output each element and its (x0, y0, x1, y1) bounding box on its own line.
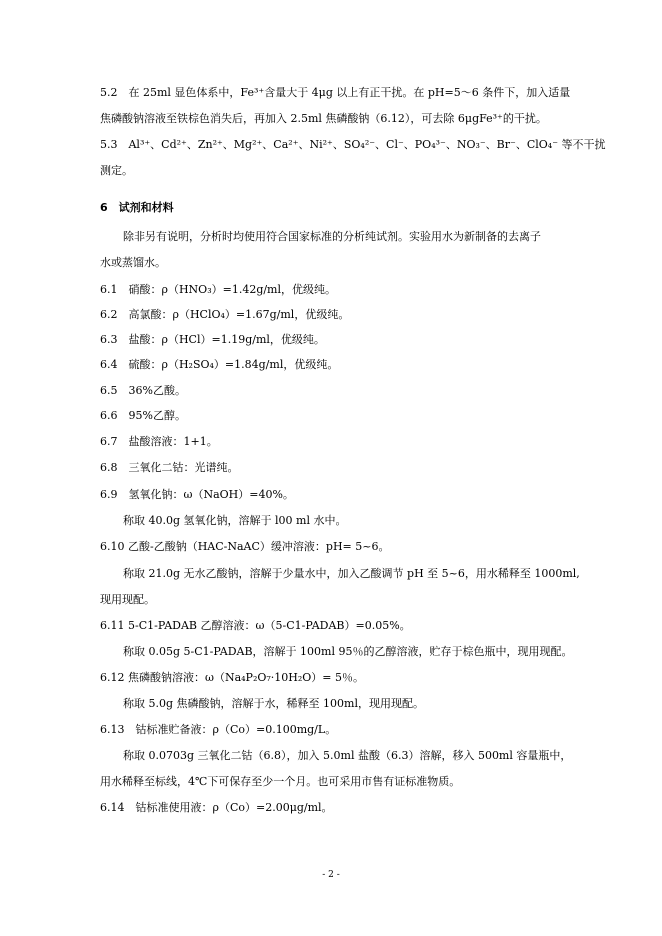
item-6-6: 6.6 95%乙醇。 (100, 409, 186, 422)
item-6-7: 6.7 盐酸溶液：1+1。 (100, 435, 218, 448)
text-line-5-3-a: 5.3 Al³⁺、Cd²⁺、Zn²⁺、Mg²⁺、Ca²⁺、Ni²⁺、SO₄²⁻、Cl⁻、PO₄³⁻、NO₃⁻、Br⁻、ClO₄⁻ 等不干扰 (100, 138, 606, 151)
section-heading-6: 6 试剂和材料 (100, 201, 174, 214)
item-6-4: 6.4 硫酸：ρ（H₂SO₄）=1.84g/ml，优级纯。 (100, 358, 339, 371)
item-6-10-detail-a: 称取 21.0g 无水乙酸钠，溶解于少量水中，加入乙酸调节 pH 至 5~6，用水稀释至 1000ml, (123, 567, 580, 580)
item-6-8: 6.8 三氧化二钴：光谱纯。 (100, 461, 239, 474)
item-6-11-detail: 称取 0.05g 5-C1-PADAB，溶解于 100ml 95％的乙醇溶液，贮存于棕色瓶中，现用现配。 (123, 645, 573, 658)
item-6-9-detail: 称取 40.0g 氢氧化钠，溶解于 l00 ml 水中。 (123, 514, 347, 527)
item-6-2: 6.2 高氯酸：ρ（HClO₄）=1.67g/ml，优级纯。 (100, 308, 350, 321)
item-6-10-detail-b: 现用现配。 (100, 593, 155, 606)
item-6-13: 6.13 钴标准贮备液：ρ（Co）=0.100mg/L。 (100, 723, 337, 736)
text-line-5-2-a: 5.2 在 25ml 显色体系中，Fe³⁺含量大于 4μg 以上有正干扰。在 pH=5～6 条件下，加入适量 (100, 86, 571, 99)
item-6-3: 6.3 盐酸：ρ（HCl）=1.19g/ml，优级纯。 (100, 333, 325, 346)
item-6-5: 6.5 36%乙酸。 (100, 384, 186, 397)
item-6-12-detail: 称取 5.0g 焦磷酸钠，溶解于水，稀释至 100ml，现用现配。 (123, 697, 424, 710)
item-6-11: 6.11 5-C1-PADAB 乙醇溶液：ω（5-C1-PADAB）=0.05%。 (100, 619, 411, 632)
item-6-1: 6.1 硝酸：ρ（HNO₃）=1.42g/ml，优级纯。 (100, 283, 337, 296)
item-6-13-detail-a: 称取 0.0703g 三氧化二钴（6.8），加入 5.0ml 盐酸（6.3）溶解，移入 500ml 容量瓶中， (123, 749, 572, 762)
text-line-5-3-b: 测定。 (100, 164, 133, 177)
intro-paragraph-b: 水或蒸馏水。 (100, 256, 166, 269)
item-6-12: 6.12 焦磷酸钠溶液：ω（Na₄P₂O₇·10H₂O）= 5％。 (100, 671, 365, 684)
page-number: - 2 - (322, 870, 340, 880)
item-6-9: 6.9 氢氧化钠：ω（NaOH）=40%。 (100, 488, 294, 501)
item-6-10: 6.10 乙酸-乙酸钠（HAC-NaAC）缓冲溶液：pH= 5~6。 (100, 540, 390, 553)
intro-paragraph-a: 除非另有说明，分析时均使用符合国家标准的分析纯试剂。实验用水为新制备的去离子 (123, 230, 541, 243)
item-6-14: 6.14 钴标准使用液：ρ（Co）=2.00μg/ml。 (100, 801, 333, 814)
item-6-13-detail-b: 用水稀释至标线，4℃下可保存至少一个月。也可采用市售有证标准物质。 (100, 775, 461, 788)
text-line-5-2-b: 焦磷酸钠溶液至铁棕色消失后，再加入 2.5ml 焦磷酸钠（6.12），可去除 6μgFe³⁺的干扰。 (100, 112, 547, 125)
